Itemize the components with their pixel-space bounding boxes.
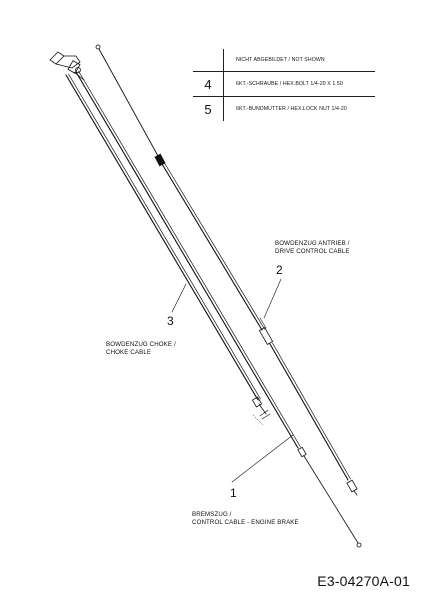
legend-table <box>193 49 375 121</box>
legend-row-num: 5 <box>193 97 224 122</box>
diagram-code: E3-04270A-01 <box>317 573 410 589</box>
part-2-label-en: DRIVE CONTROL CABLE <box>275 248 350 255</box>
part-1-label <box>192 511 299 527</box>
part-1-label-en: CONTROL CABLE - ENGINE BRAKE <box>192 519 299 526</box>
leader-line-2 <box>264 279 281 318</box>
choke-cable <box>66 74 270 425</box>
part-1-label-de: BREMSZUG / <box>192 511 232 518</box>
part-2-number: 2 <box>276 263 283 277</box>
part-1-number: 1 <box>230 486 237 500</box>
leader-line-1 <box>232 435 293 482</box>
legend-row-num: 4 <box>193 72 224 97</box>
legend-header-num <box>193 49 224 72</box>
part-2-label-de: BOWDENZUG ANTRIEB / <box>275 240 350 247</box>
part-3-label-en: CHOKE CABLE <box>106 349 152 356</box>
legend-row-desc: 6KT.-BUNDMUTTER / HEX.LOCK NUT 1/4-20 <box>224 97 376 122</box>
legend-row-desc: 6KT.-SCHRAUBE / HEX.BOLT 1/4-20 X 1.50 <box>224 72 376 97</box>
part-3-label-de: BOWDENZUG CHOKE / <box>106 341 176 348</box>
legend-header: NICHT ABGEBILDET / NOT SHOWN <box>224 49 376 72</box>
leader-line-3 <box>172 284 186 312</box>
part-3-label <box>106 341 176 357</box>
part-3-number: 3 <box>167 314 174 328</box>
engine-brake-cable <box>76 68 362 548</box>
part-2-label <box>275 240 350 256</box>
